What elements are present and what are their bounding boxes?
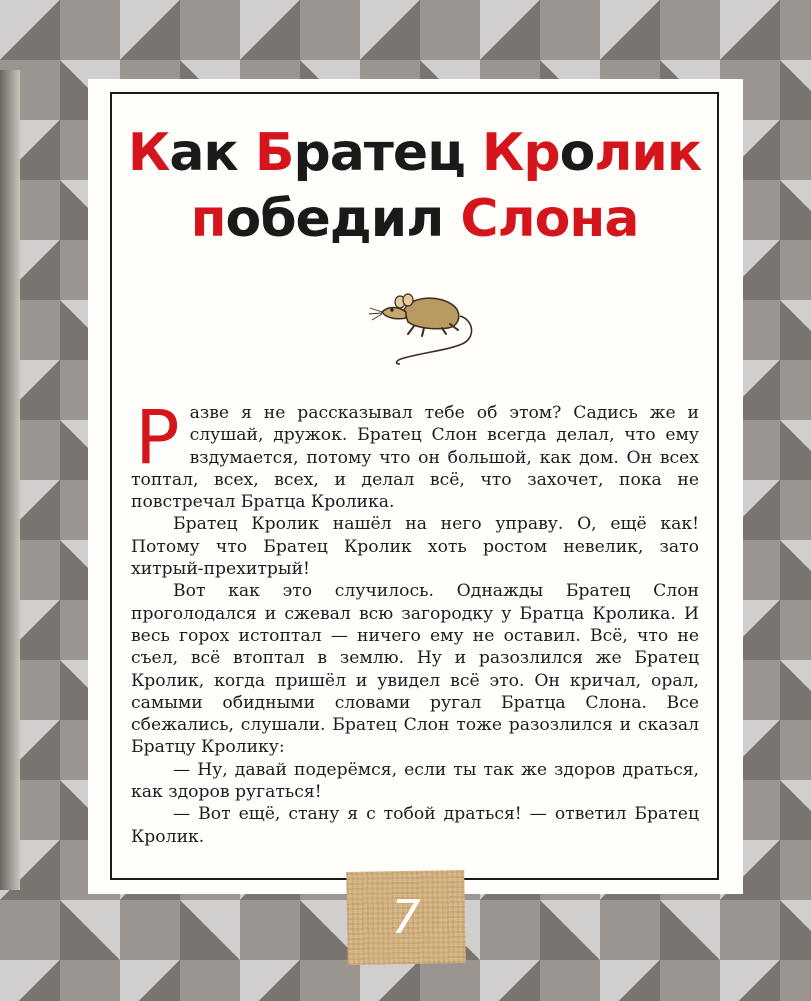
paragraph-text: азве я не рассказывал тебе об этом? Садись же и слушай, дружок. Братец Слон всегда делал, что ему вздумается, потому что он большой, как дом. Он всех топтал, всех, всех, и делал всё, что захочет, пока не повстречал Братца Кролика. <box>131 403 699 513</box>
title-segment: о <box>559 123 595 183</box>
story-text <box>131 395 699 848</box>
title-segment: Кр <box>481 123 560 183</box>
story-paragraph: Вот как это случилось. Однажды Братец Слон проголодался и сжевал всю загородку у Братца Кролика. И весь горох истоптал — ничего ему не оставил. Всё, что не съел, всё втоптал в землю. Ну и разозлился же Братец Кролик, когда пришёл и увидел всё это. Он кричал, орал, самыми обидными словами ругал Братца Слона. Все сбежались, слушали. Братец Слон тоже разозлился и сказал Братцу Кролику: <box>131 581 699 758</box>
story-paragraph: Братец Кролик нашёл на него управу. О, ещё как! Потому что Братец Кролик хоть ростом невелик, зато хитрый-прехитрый! <box>131 514 699 580</box>
mouse-icon <box>366 282 482 366</box>
drop-cap: Р <box>135 395 180 481</box>
title-line-2 <box>110 186 719 252</box>
title-segment: ратец <box>293 123 482 183</box>
title-line-1 <box>110 120 719 186</box>
story-paragraph: — Ну, давай подерёмся, если ты так же здоров драться, как здоров ругаться! <box>131 759 699 803</box>
story-paragraph <box>131 395 699 513</box>
page-number: 7 <box>391 890 421 944</box>
story-title <box>110 120 719 252</box>
title-segment: К <box>127 123 170 183</box>
title-segment: обедил <box>225 189 461 249</box>
page-edge <box>0 70 20 890</box>
title-segment: Б <box>254 123 294 183</box>
story-paragraph: — Вот ещё, стану я с тобой драться! — ответил Братец Кролик. <box>131 804 699 847</box>
title-segment: Слона <box>460 189 639 249</box>
title-segment: лик <box>594 123 702 183</box>
title-segment: п <box>190 189 226 249</box>
title-segment: ак <box>169 123 255 183</box>
